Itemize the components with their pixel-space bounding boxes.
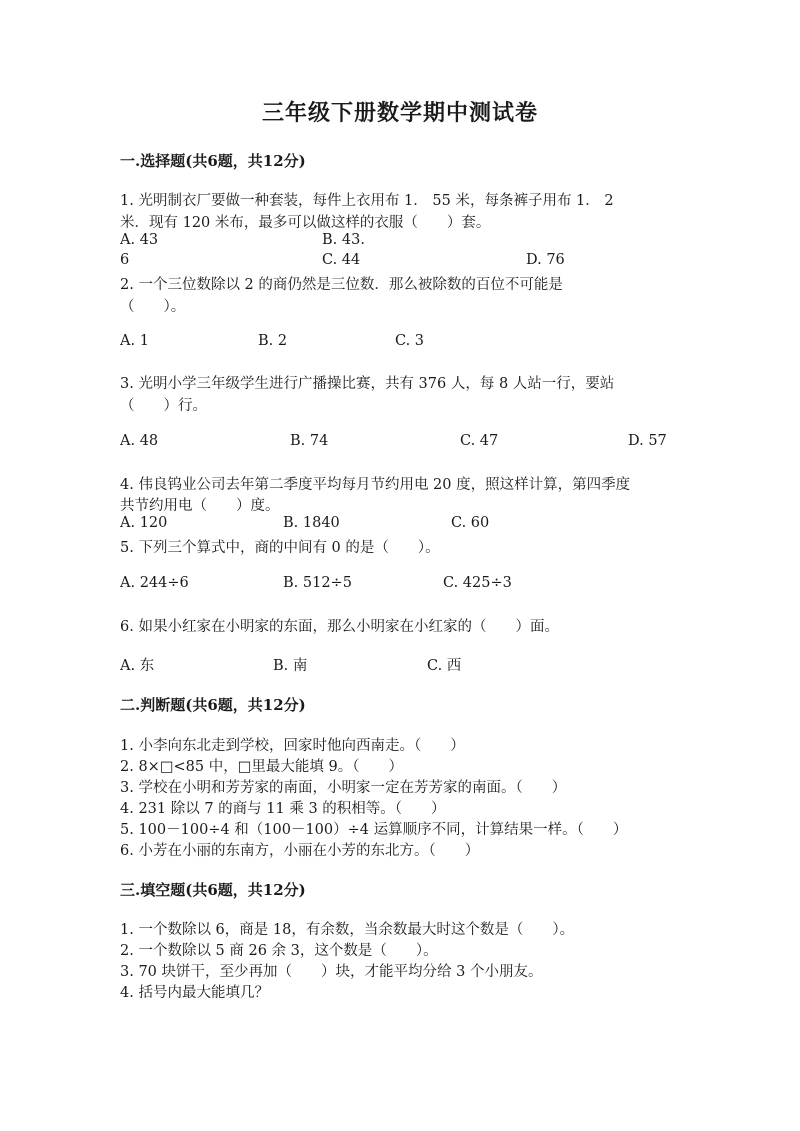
section-header-judge: 二.判断题(共6题，共12分) xyxy=(120,696,306,714)
option-b: B. 南 xyxy=(273,658,308,674)
list-item: 1. 一个数除以 6，商是 18，有余数，当余数最大时这个数是（ ）。 xyxy=(120,922,575,938)
option-c: C. 44 xyxy=(322,252,361,268)
question-text: （ ）行。 xyxy=(120,398,207,414)
question-text: 3. 光明小学三年级学生进行广播操比赛，共有 376 人，每 8 人站一行，要站 xyxy=(120,376,615,392)
option-d: D. 76 xyxy=(526,252,565,268)
question-text: 共节约用电（ ）度。 xyxy=(120,498,280,514)
option-b: B. 512÷5 xyxy=(283,575,352,591)
option-b: B. 2 xyxy=(258,333,288,349)
question-text: 4. 伟良钨业公司去年第二季度平均每月节约用电 20 度，照这样计算，第四季度 xyxy=(120,477,631,493)
option-a: A. 48 xyxy=(120,433,159,449)
section-header-choice: 一.选择题(共6题，共12分) xyxy=(120,152,306,170)
question-text: 5. 下列三个算式中，商的中间有 0 的是（ ）。 xyxy=(120,540,440,556)
list-item: 1. 小李向东北走到学校，回家时他向西南走。（ ） xyxy=(120,738,465,754)
option-c: C. 425÷3 xyxy=(443,575,512,591)
option-b-continued: 6 xyxy=(120,252,130,268)
option-a: A. 东 xyxy=(120,658,155,674)
list-item: 4. 231 除以 7 的商与 11 乘 3 的积相等。（ ） xyxy=(120,801,446,817)
option-c: C. 60 xyxy=(451,515,490,531)
option-d: D. 57 xyxy=(628,433,667,449)
option-a: A. 1 xyxy=(120,333,149,349)
option-c: C. 47 xyxy=(460,433,499,449)
list-item: 3. 70 块饼干，至少再加（ ）块，才能平均分给 3 个小朋友。 xyxy=(120,964,543,980)
question-text: 米．现有 120 米布，最多可以做这样的衣服（ ）套。 xyxy=(120,215,491,231)
option-c: C. 3 xyxy=(395,333,425,349)
option-b: B. 1840 xyxy=(283,515,340,531)
list-item: 6. 小芳在小丽的东南方，小丽在小芳的东北方。（ ） xyxy=(120,843,480,859)
list-item: 5. 100－100÷4 和（100－100）÷4 运算顺序不同，计算结果一样。（ ） xyxy=(120,822,628,838)
list-item: 2. 一个数除以 5 商 26 余 3，这个数是（ ）。 xyxy=(120,943,438,959)
question-text: 1. 光明制衣厂要做一种套装，每件上衣用布 1． 55 米，每条裤子用布 1． 2 xyxy=(120,193,614,209)
section-header-fill: 三.填空题(共6题，共12分) xyxy=(120,881,306,899)
question-text: 6. 如果小红家在小明家的东面，那么小明家在小红家的（ ）面。 xyxy=(120,619,559,635)
option-b: B. 74 xyxy=(290,433,329,449)
list-item: 3. 学校在小明和芳芳家的南面，小明家一定在芳芳家的南面。（ ） xyxy=(120,780,567,796)
question-text: 2. 一个三位数除以 2 的商仍然是三位数．那么被除数的百位不可能是 xyxy=(120,277,563,293)
option-a: A. 43 xyxy=(120,232,159,248)
option-a: A. 120 xyxy=(120,515,168,531)
page-title: 三年级下册数学期中测试卷 xyxy=(261,100,538,126)
question-text: （ ）。 xyxy=(120,299,186,315)
option-a: A. 244÷6 xyxy=(120,575,189,591)
list-item: 4. 括号内最大能填几？ xyxy=(120,985,269,1001)
option-b: B. 43. xyxy=(322,232,365,248)
option-c: C. 西 xyxy=(427,658,462,674)
list-item: 2. 8×□<85 中，□里最大能填 9。（ ） xyxy=(120,759,404,775)
